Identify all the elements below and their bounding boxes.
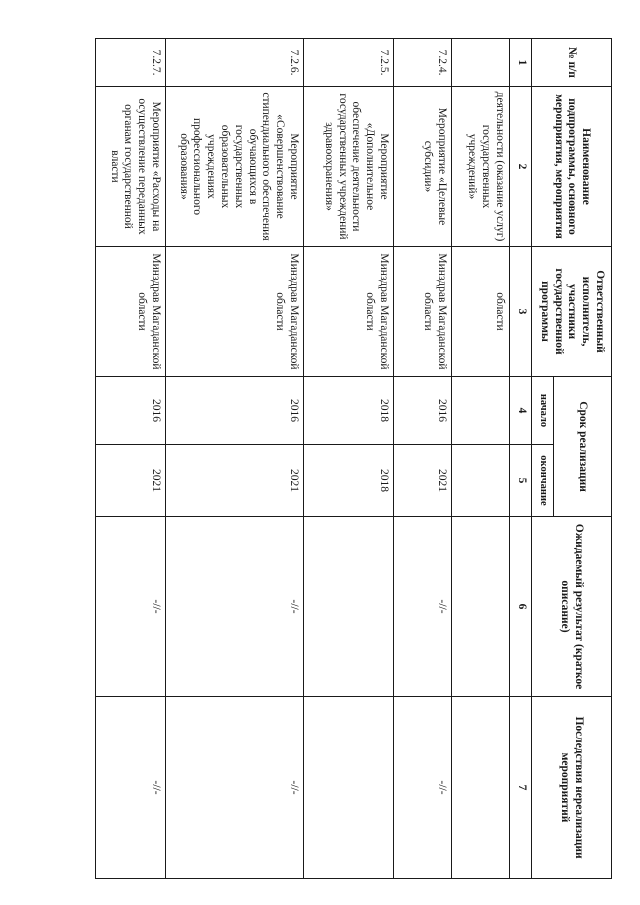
row-executor: Минздрав Магаданской области [96,247,166,377]
row-end: 2021 [394,445,452,517]
row-start [452,377,510,445]
row-id: 7.2.7. [96,39,166,87]
header-period: Срок реализации [554,377,612,517]
row-result: -//- [166,517,304,697]
row-executor: Минздрав Магаданской области [394,247,452,377]
col-number-5: 5 [510,445,532,517]
col-number-4: 4 [510,377,532,445]
row-consequences [452,697,510,879]
row-end: 2018 [304,445,394,517]
row-result: -//- [394,517,452,697]
header-result: Ожидаемый результат (краткое описание) [532,517,612,697]
row-name: деятельности (оказание услуг) государственных учреждений» [452,87,510,247]
row-name: Мероприятие «Расходы на осуществление переданных органам государственной власти [96,87,166,247]
col-number-7: 7 [510,697,532,879]
table-row [96,39,166,879]
header-end: окончание [532,445,554,517]
row-consequences [304,697,394,879]
table-row [452,39,510,879]
header-consequences: Последствия нереализации мероприятий [532,697,612,879]
rotated-table-container [52,38,612,878]
header-number: № п/п [532,39,612,87]
table-row [166,39,304,879]
row-id: 7.2.5. [304,39,394,87]
row-end [452,445,510,517]
row-start: 2016 [394,377,452,445]
row-start: 2018 [304,377,394,445]
header-executor: Ответственный исполнитель, участники государственной программы [532,247,612,377]
row-name: Мероприятие «Дополнительное обеспечение деятельности государственных учреждений здравоохранения» [304,87,394,247]
column-numbers-row [510,39,532,879]
header-name: Наименование подпрограммы, основного мероприятия, мероприятия [532,87,612,247]
row-consequences: -//- [96,697,166,879]
row-id: 7.2.4. [394,39,452,87]
row-start: 2016 [166,377,304,445]
table-row [394,39,452,879]
row-name: Мероприятие «Целевые субсидии» [394,87,452,247]
row-executor: области [452,247,510,377]
row-name: Мероприятие «Совершенствование стипендиального обеспечения обучающихся в государственных образовательных учреждениях профессионального образования» [166,87,304,247]
table-row [304,39,394,879]
col-number-3: 3 [510,247,532,377]
row-start: 2016 [96,377,166,445]
header-start: начало [532,377,554,445]
row-result [452,517,510,697]
col-number-6: 6 [510,517,532,697]
col-number-2: 2 [510,87,532,247]
row-executor: Минздрав Магаданской области [166,247,304,377]
row-end: 2021 [96,445,166,517]
row-id [452,39,510,87]
row-result: -//- [96,517,166,697]
row-id: 7.2.6. [166,39,304,87]
row-end: 2021 [166,445,304,517]
row-executor: Минздрав Магаданской области [304,247,394,377]
col-number-1: 1 [510,39,532,87]
row-consequences: -//- [166,697,304,879]
row-result [304,517,394,697]
header-row [554,39,612,879]
activities-table [95,38,612,879]
row-consequences: -//- [394,697,452,879]
